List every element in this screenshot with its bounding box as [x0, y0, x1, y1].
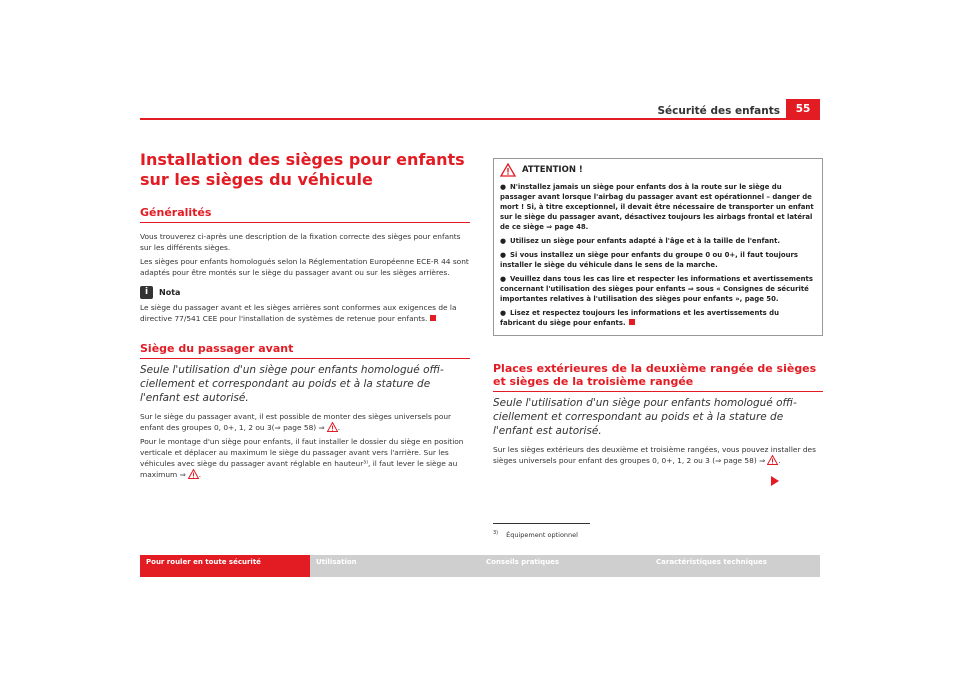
- footer-tab-technical-specs[interactable]: Caractéristiques techniques: [650, 555, 820, 577]
- note-label: Nota: [159, 288, 181, 297]
- lead-paragraph: Seule l'utilisation d'un siège pour enfants homologué officiellement et correspondant au poids et à la stature de l'enfant est autorisé.: [140, 364, 444, 404]
- note-text-body: Le siège du passager avant et les sièges arrières sont conformes aux exigences de la directive 77/541 CEE pour l'installation de systèmes de retenue pour enfants.: [140, 303, 457, 323]
- next-page-arrow-icon[interactable]: [771, 476, 779, 486]
- section-heading-passenger-seat: Siège du passager avant: [140, 342, 470, 359]
- warning-icon: [767, 455, 778, 465]
- bullet-icon: ●: [500, 183, 507, 191]
- note-text: [140, 302, 470, 324]
- bullet-icon: ●: [500, 275, 507, 283]
- attention-item: [494, 235, 822, 247]
- attention-item: [494, 181, 822, 233]
- footnote: [493, 530, 578, 539]
- note-header: [140, 286, 470, 299]
- warning-icon: [188, 469, 199, 479]
- bullet-icon: ●: [500, 309, 507, 317]
- footnote-text: Équipement optionnel: [506, 531, 578, 540]
- attention-label: ATTENTION !: [522, 165, 583, 175]
- paragraph-text: Pour le montage d'un siège pour enfants, il faut installer le dossier du siège en position verticale et déplacer au maximum le siège du passager avant vers l'arrière. Sur les véhicules avec siège du passager avant réglable en hauteur³⁾, il faut lever le siège au maximum ⇒: [140, 437, 464, 479]
- footnote-marker: 3): [493, 530, 499, 536]
- attention-item: [494, 307, 822, 329]
- paragraph-text: Sur le siège du passager avant, il est possible de monter des sièges universels pour enfant des groupes 0, 0+, 1, 2 ou 3(⇒ page 58) ⇒: [140, 412, 452, 432]
- paragraph: Vous trouverez ci-après une description de la fixation correcte des sièges pour enfants sur les différents sièges.: [140, 232, 461, 252]
- running-header-title: Sécurité des enfants: [657, 105, 780, 117]
- left-column: [140, 150, 470, 480]
- footnote-rule: [493, 523, 590, 524]
- right-column: [493, 152, 823, 466]
- main-title: Installation des sièges pour enfants sur les sièges du véhicule: [140, 150, 465, 189]
- paragraph: Sur les sièges extérieurs des deuxième et troisième rangées, vous pouvez installer des sièges universels pour enfant des groupes 0, 0+, 1, 2 ou 3 (⇒ page 58) ⇒ .: [493, 445, 816, 465]
- end-mark-icon: [629, 319, 635, 325]
- bullet-icon: ●: [500, 237, 507, 245]
- paragraph: Sur le siège du passager avant, il est possible de monter des sièges universels pour enfant des groupes 0, 0+, 1, 2 ou 3(⇒ page 58) ⇒ .: [140, 412, 452, 432]
- warning-icon: [327, 422, 338, 432]
- attention-item: [494, 273, 822, 305]
- warning-icon: [500, 163, 516, 177]
- footer-tab-practical-tips[interactable]: Conseils pratiques: [480, 555, 650, 577]
- lead-paragraph: Seule l'utilisation d'un siège pour enfants homologué officiellement et correspondant au poids et à la stature de l'enfant est autorisé.: [493, 397, 797, 437]
- attention-item: [494, 249, 822, 271]
- page-number: 55: [786, 99, 820, 119]
- attention-item-text: Lisez et respectez toujours les informations et les avertissements du fabricant du siège pour enfants.: [500, 309, 779, 327]
- header-rule: [140, 118, 820, 120]
- paragraph-text: Sur les sièges extérieurs des deuxième et troisième rangées, vous pouvez installer des sièges universels pour enfant des groupes 0, 0+, 1, 2 ou 3 (⇒ page 58) ⇒: [493, 445, 816, 465]
- attention-item-text: N'installez jamais un siège pour enfants dos à la route sur le siège du passager avant lorsque l'airbag du passager avant est opérationnel – danger de mort ! Si, à titre exceptionnel, il devait être nécessaire de transporter un enfant sur le siège du passager avant, désactivez toujours les airbags frontal et latéral de ce siège ⇒ page 48.: [500, 183, 814, 231]
- end-mark-icon: [430, 315, 436, 321]
- attention-item-text: Si vous installez un siège pour enfants du groupe 0 ou 0+, il faut toujours installer le siège du véhicule dans le sens de la marche.: [500, 251, 798, 269]
- section-heading-rear-seats: Places extérieures de la deuxième rangée de sièges et sièges de la troisième rangée: [493, 362, 823, 392]
- bullet-icon: ●: [500, 251, 507, 259]
- footer-tab-usage[interactable]: Utilisation: [310, 555, 480, 577]
- attention-item-text: Utilisez un siège pour enfants adapté à l'âge et à la taille de l'enfant.: [510, 237, 780, 245]
- paragraph: Les sièges pour enfants homologués selon la Réglementation Européenne ECE-R 44 sont adaptés pour être montés sur le siège du passager avant ou sur les sièges arrières.: [140, 257, 469, 277]
- section-heading-generalites: Généralités: [140, 206, 470, 223]
- attention-header: [494, 159, 822, 181]
- info-icon: i: [140, 286, 153, 299]
- footer-tab-safety[interactable]: Pour rouler en toute sécurité: [140, 555, 310, 577]
- attention-item-text: Veuillez dans tous les cas lire et respecter les informations et avertissements concernant l'utilisation des sièges pour enfants ⇒ sous « Consignes de sécurité importantes relatives à l'utilisation des sièges pour enfants », page 50.: [500, 275, 813, 303]
- attention-box: [493, 158, 823, 336]
- paragraph: Pour le montage d'un siège pour enfants, il faut installer le dossier du siège en position verticale et déplacer au maximum le siège du passager avant vers l'arrière. Sur les véhicules avec siège du passager avant réglable en hauteur³⁾, il faut lever le siège au maximum ⇒ .: [140, 437, 464, 479]
